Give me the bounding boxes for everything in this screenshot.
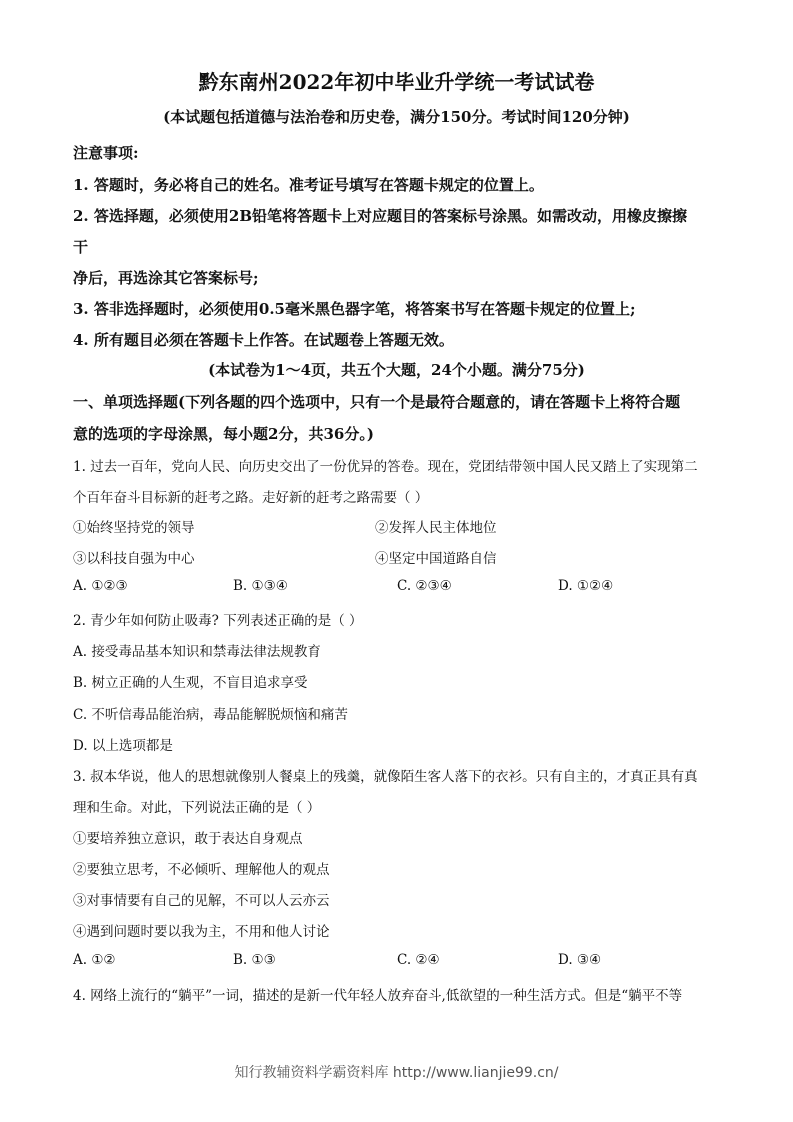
notice-item: 1. 答题时，务必将自己的姓名。准考证号填写在答题卡规定的位置上。 <box>73 176 544 194</box>
answer-option-b: B. ①③ <box>233 952 276 968</box>
exam-title: 黔东南州2022年初中毕业升学统一考试试卷 <box>198 70 595 94</box>
notice-item: 3. 答非选择题时，必须使用0.5毫米黑色器字笔，将答案书写在答题卡规定的位置上; <box>73 300 636 318</box>
section-heading: 意的选项的字母涂黑，每小题2分，共36分。) <box>73 425 374 443</box>
statement: ③以科技自强为中心 <box>73 551 195 567</box>
footer-watermark: 知行教辅资料学霸资料库 http://www.lianjie99.cn/ <box>234 1065 559 1081</box>
statement: ②发挥人民主体地位 <box>375 520 497 536</box>
question-stem: 1. 过去一百年，党向人民、向历史交出了一份优异的答卷。现在，党团结带领中国人民又踏上了实现第二 <box>73 459 698 475</box>
answer-option-a: A. ①②③ <box>73 578 128 594</box>
answer-option-c: C. ②④ <box>397 952 440 968</box>
question-stem: 3. 叔本华说，他人的思想就像别人餐桌上的残羹，就像陌生客人落下的衣衫。只有自主的，才真正具有真 <box>73 769 698 785</box>
statement: ①要培养独立意识，敢于表达自身观点 <box>73 831 303 847</box>
answer-option-c: C. 不听信毒品能治病，毒品能解脱烦恼和痛苦 <box>73 707 348 723</box>
answer-option-a: A. 接受毒品基本知识和禁毒法律法规教育 <box>73 644 321 660</box>
notice-heading: 注意事项: <box>73 144 139 162</box>
statement: ②要独立思考，不必倾听、理解他人的观点 <box>73 862 330 878</box>
section-heading: 一、单项选择题(下列各题的四个选项中，只有一个是最符合题意的，请在答题卡上将符合题 <box>73 393 681 411</box>
answer-option-b: B. 树立正确的人生观，不盲目追求享受 <box>73 675 308 691</box>
question-stem: 2. 青少年如何防止吸毒? 下列表述正确的是（ ） <box>73 613 363 629</box>
answer-option-d: D. ③④ <box>558 952 602 968</box>
question-stem: 理和生命。对此，下列说法正确的是（ ） <box>73 800 321 816</box>
paper-info: (本试卷为1～4页，共五个大题，24个小题。满分75分) <box>208 361 585 379</box>
answer-option-a: A. ①② <box>73 952 116 968</box>
exam-subtitle: (本试题包括道德与法治卷和历史卷，满分150分。考试时间120分钟) <box>163 108 630 126</box>
answer-option-b: B. ①③④ <box>233 578 288 594</box>
question-stem: 个百年奋斗目标新的赶考之路。走好新的赶考之路需要（ ） <box>73 490 429 506</box>
statement: ④遇到问题时要以我为主，不用和他人讨论 <box>73 924 330 940</box>
answer-option-c: C. ②③④ <box>397 578 452 594</box>
notice-item: 净后，再选涂其它答案标号; <box>73 269 259 287</box>
question-stem: 4. 网络上流行的“躺平”一词，描述的是新一代年轻人放弃奋斗,低欲望的一种生活方式。但是“躺平不等 <box>73 988 683 1004</box>
notice-item: 2. 答选择题，必须使用2B铅笔将答题卡上对应题目的答案标号涂黑。如需改动，用橡皮擦擦 <box>73 207 688 225</box>
statement: ④坚定中国道路自信 <box>375 551 497 567</box>
statement: ①始终坚持党的领导 <box>73 520 195 536</box>
answer-option-d: D. ①②④ <box>558 578 614 594</box>
notice-item: 4. 所有题目必须在答题卡上作答。在试题卷上答题无效。 <box>73 331 454 349</box>
statement: ③对事情要有自己的见解，不可以人云亦云 <box>73 893 330 909</box>
answer-option-d: D. 以上选项都是 <box>73 738 173 754</box>
notice-item: 干 <box>73 238 89 256</box>
